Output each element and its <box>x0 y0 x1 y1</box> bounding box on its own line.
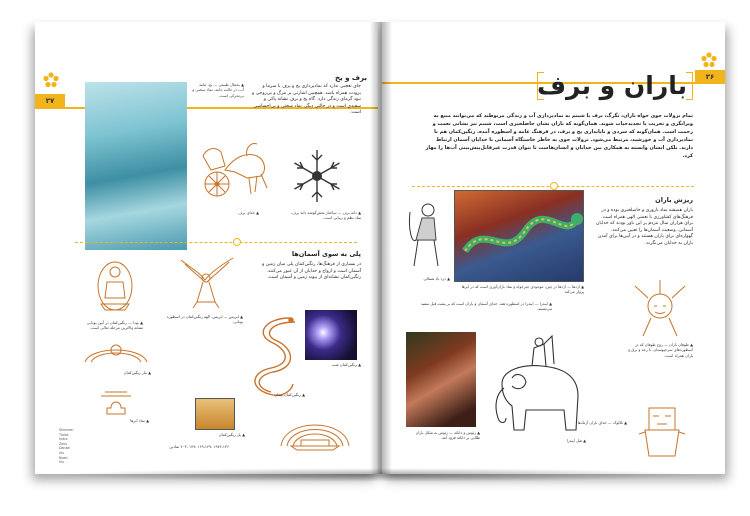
cross-reference-index <box>59 428 89 468</box>
page-footnote: ۱۹۷۶،۱۳۶ ،۱۶۹،۱۴۹ ،۱۷۹ ،۲۰۳ نمادین <box>169 444 229 449</box>
iris-caption: ▲ ایریس — ایریس، الهه رنگین‌کمان در اسطوره یونانی. <box>166 314 243 325</box>
bridge-caption: ▲ پل رنگین‌کمان <box>218 432 245 437</box>
aztec-god-illustration <box>633 402 691 462</box>
storm-spirit-caption: ▲ طوفان باران — روح طوفان که در اسطوره‌های سرخپوستان، با رعد و برق و باران همراه است. <box>628 342 693 358</box>
chariot-illustration <box>195 126 275 206</box>
ark-caption: ▲ رنگین‌کمان پیمان <box>274 392 305 397</box>
dragon-icon <box>455 191 585 283</box>
index-entry: Danae <box>59 446 70 451</box>
subsection-body: در بسیاری از فرهنگ‌ها، رنگین‌کمان پلی میان زمین و آسمان است و ارواح و خدایان از آن عبور می‌کنند. رنگین‌کمان نشانه‌ای از پیوند زمین و آسمان است. <box>262 262 361 281</box>
rainbow-bridge-image <box>195 398 235 430</box>
storm-spirit-illustration <box>629 278 691 340</box>
wind-figure-caption: ▲ دزدِ بادِ شمالی <box>423 276 450 281</box>
rainbow-caption: ▲ رنگین‌کمان شب <box>331 362 361 367</box>
chapter-intro: تمام نزولات جوی خواه باران، تگرگ، برف یا شبنم به نمادپردازی آب و زندگی مربوطند که می‌توانند منبع به ویرانگری و تخریب یا تجدیدحیات شوند. همان‌گونه که باران نشان حاصلخیزی است، شبنم نیز نشانی نعمت و رحمت است. همان‌گونه که سردی و ناپایداری یخ و برف، در فرهنگ عامه و اسطوره آمده. رنگین‌کمان هم با نمادپردازی آب و خورشید، مرتبط می‌شود. نزولات جوی به خاطر خاستگاه آسمانی با خدایان آسمان ارتباط دارند. بلکن انسان وابسته به همکاری بین خدایان و انسان‌هاست تا بتوان قدرت غیرقابل‌پیش‌بینی آب‌ها را مهار کرد. <box>425 113 693 159</box>
subsection-title: پلی به سوی آسمان‌ها <box>291 250 361 258</box>
dragon-painting <box>454 190 584 282</box>
index-entry: Iris <box>59 450 64 455</box>
index-entry: Noah <box>59 455 68 460</box>
divider-ornament-icon <box>550 182 558 190</box>
book-gutter <box>370 22 392 474</box>
buddha-illustration <box>95 258 135 316</box>
elephant-caption: ▲ فیل ایندرا <box>566 438 586 443</box>
rainbow-serpent-illustration <box>235 312 305 402</box>
section-body: جای تعجبی ندارد که نمادپردازی یخ و برف با سرما و برودت همراه باشد. همچنین اشارتی بر مرگ و بی‌روحی و نبود گرمای زندگی دارد. گاه یخ و برف نشانه پاکی و سفیدی است و در حالتی دیگر، نماد سختی و بی‌احساسی است. <box>252 84 361 116</box>
symbols-caption: ▲ نماد ابرها <box>130 418 149 423</box>
right-page <box>382 22 725 474</box>
page-number: ۳۷ <box>35 94 65 108</box>
night-rainbow-photo <box>305 310 357 360</box>
serpent-ornament-illustration <box>81 340 151 368</box>
side-tab <box>717 86 723 136</box>
noah-ark-rainbow-illustration <box>275 410 355 452</box>
index-entry: Indra <box>59 437 68 442</box>
wind-figure-illustration <box>406 200 446 272</box>
index-entry: Iris <box>59 460 64 465</box>
divider-ornament-icon <box>233 238 241 246</box>
index-entry: Tlaloc <box>59 432 69 437</box>
buddha-caption: ▲ بودا — رنگین‌کمان در آیین بودایی نشانه والاترین مرحله تعالی است. <box>86 320 143 331</box>
glacier-photo <box>85 82 187 250</box>
snowflake-icon <box>287 146 347 206</box>
index-entry: Shinmen <box>59 428 74 432</box>
subsection-body: باران همیشه نماد باروری و حاصلخیزی بوده و در فرهنگ‌های کشاورزی با نعمتی الهی همراه است. برای هزاران سال مردم بر این باور بودند که خدایان آسمانی، وضعیت آسمان‌ها را تعیین می‌کنند. گهواره‌ای برای باران هستند و در آیین‌ها برای آمدن باران به خدایان می‌نگرند. <box>596 208 693 246</box>
danae-painting <box>406 332 476 427</box>
index-entry: Zeus <box>59 441 68 446</box>
chariot-caption: ▲ خدای برف <box>238 210 259 215</box>
cloud-symbols-illustration <box>81 390 151 418</box>
section-title: برف و یخ <box>334 74 367 82</box>
side-tab <box>37 112 43 162</box>
indra-caption: ▲ ایندرا — ایندرا در اسطوره هند، خدای آسمان و باران است که بر پشت فیل سفید می‌نشیند. <box>420 301 552 312</box>
left-page <box>35 22 378 474</box>
spread-shadow <box>55 468 705 482</box>
painting-caption: ▲ زئوس و دانائه — زئوس به شکل باران طلایی بر دانائه فرود آمد. <box>415 430 480 441</box>
page-number: ۳۶ <box>695 70 725 84</box>
snowflake-caption: ▲ دانه برف — ساختار شش‌گوشه دانه برف، نماد نظم و زیبایی است. <box>290 210 361 221</box>
aztec-caption: ▲ تلالوک — خدای باران آزتک‌ها <box>577 420 627 425</box>
flower-logo-icon <box>701 52 717 68</box>
dragon-caption: ▲ اژدها — اژدها در چین، موجودی خیرخواه و نماد باران‌آوری است که در ابرها پرواز می‌کند. <box>461 284 584 295</box>
flower-logo-icon <box>43 72 59 88</box>
section-divider <box>75 242 357 243</box>
title-bracket-right <box>686 72 693 100</box>
ornament-caption: ▲ مار رنگین‌کمان <box>123 370 151 375</box>
subsection-title: ریزش باران <box>655 196 693 204</box>
iris-angel-illustration <box>171 250 241 312</box>
glacier-caption: ▲ یخچال طبیعی — یخ، مانند آب، در حالت جامد، نماد سختی و بی‌تحرکی است. <box>192 82 244 98</box>
chapter-title: باران و برف <box>537 71 687 100</box>
book-spread <box>35 22 725 474</box>
